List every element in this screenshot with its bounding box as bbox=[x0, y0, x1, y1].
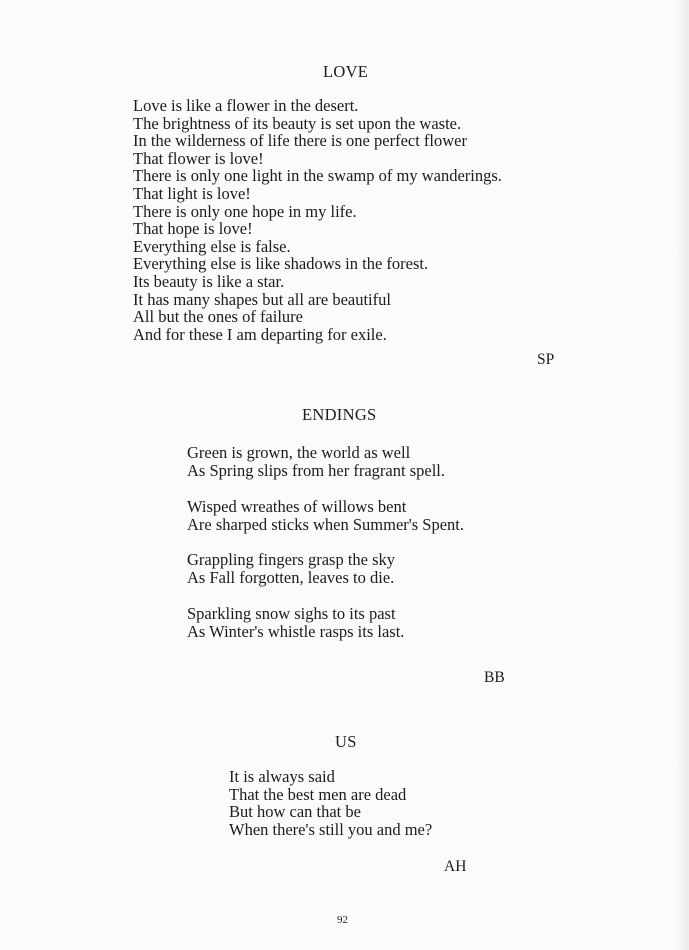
poem-line: Everything else is false. bbox=[133, 236, 291, 256]
poem-line: Its beauty is like a star. bbox=[133, 271, 285, 291]
poem-line: Sparkling snow sighs to its past bbox=[187, 604, 396, 623]
poem-line: That the best men are dead bbox=[229, 784, 407, 804]
poem-line: It has many shapes but all are beautiful bbox=[133, 289, 391, 309]
poem-line: Are sharped sticks when Summer's Spent. bbox=[187, 514, 465, 534]
poem-line: Wisped wreathes of willows bent bbox=[187, 497, 407, 516]
poem-line: Grappling fingers grasp the sky bbox=[187, 550, 396, 569]
poem-line: As Fall forgotten, leaves to die. bbox=[187, 567, 395, 587]
poem-author-sp: SP bbox=[537, 351, 555, 368]
poem-line: Green is grown, the world as well bbox=[187, 443, 411, 462]
page-number: 92 bbox=[337, 914, 348, 926]
poem-line: There is only one light in the swamp of my wanderings. bbox=[133, 166, 502, 186]
poem-endings-stanza-4 bbox=[187, 605, 404, 640]
poem-line: But how can that be bbox=[229, 802, 361, 822]
poem-line: It is always said bbox=[229, 767, 335, 786]
poem-line: Love is like a flower in the desert. bbox=[133, 96, 359, 115]
poem-title-endings: ENDINGS bbox=[302, 405, 377, 424]
poem-endings-stanza-3 bbox=[187, 551, 395, 586]
poem-love-body bbox=[133, 97, 502, 343]
poem-line: The brightness of its beauty is set upon the waste. bbox=[133, 113, 462, 133]
poem-author-bb: BB bbox=[484, 669, 505, 686]
poem-line: All but the ones of failure bbox=[133, 307, 303, 327]
poem-line: As Spring slips from her fragrant spell. bbox=[187, 460, 445, 480]
poem-us-body bbox=[229, 768, 432, 838]
poem-line: That hope is love! bbox=[133, 219, 253, 239]
poem-title-love: LOVE bbox=[323, 62, 369, 81]
poem-line: And for these I am departing for exile. bbox=[133, 324, 387, 344]
poem-line: When there's still you and me? bbox=[229, 819, 433, 839]
poem-line: That light is love! bbox=[133, 183, 251, 203]
poem-line: In the wilderness of life there is one perfect flower bbox=[133, 131, 467, 151]
poem-line: Everything else is like shadows in the forest. bbox=[133, 254, 429, 274]
poem-title-us: US bbox=[335, 732, 357, 751]
poem-endings-stanza-1 bbox=[187, 444, 445, 479]
poem-line: There is only one hope in my life. bbox=[133, 201, 357, 221]
poem-endings-stanza-2 bbox=[187, 498, 464, 533]
poem-author-ah: AH bbox=[444, 858, 467, 875]
poem-line: That flower is love! bbox=[133, 148, 264, 168]
poem-line: As Winter's whistle rasps its last. bbox=[187, 621, 405, 641]
page-edge-shadow bbox=[675, 0, 689, 950]
